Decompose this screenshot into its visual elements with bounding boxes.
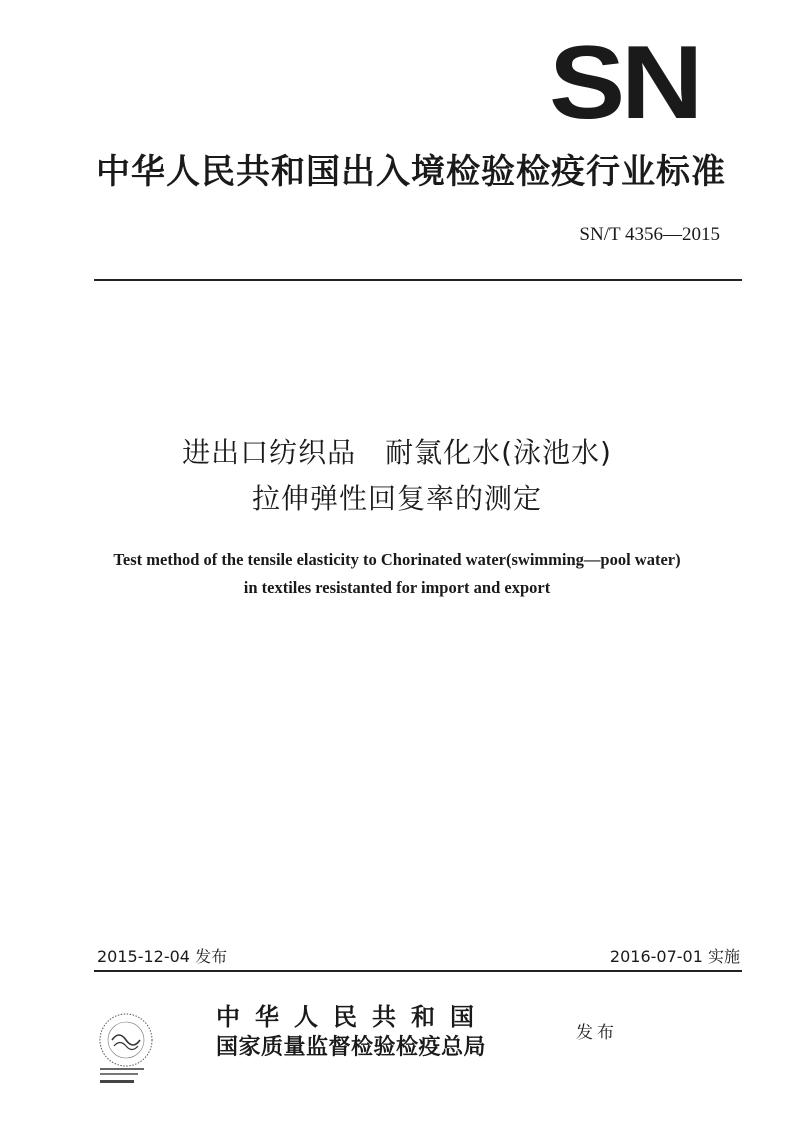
english-title: [0, 546, 794, 602]
standard-number: SN/T 4356—2015: [579, 224, 720, 245]
header-divider: [94, 279, 742, 281]
issue-date: 2015-12-04 发布: [97, 947, 228, 966]
footer-divider: [94, 970, 742, 972]
logo-text: SN: [549, 38, 699, 124]
issuer-agency: 国家质量监督检验检疫总局: [216, 1034, 487, 1060]
issuing-authority: [216, 1002, 489, 1062]
implementation-date: 2016-07-01 实施: [609, 947, 740, 966]
sn-logo: [548, 38, 700, 124]
anti-counterfeit-seal-icon: [92, 1006, 182, 1096]
chinese-title-line-1: 进出口纺织品 耐氯化水(泳池水): [182, 436, 612, 469]
standard-category-title: 中华人民共和国出入境检验检疫行业标准: [96, 152, 726, 192]
issue-verb: 发布: [576, 1023, 618, 1043]
chinese-title: [0, 430, 794, 522]
issuer-country: 中华人民共和国: [216, 1002, 489, 1031]
english-title-line-1: Test method of the tensile elasticity to Chorinated water(swimming—pool water): [113, 550, 681, 569]
english-title-line-2: in textiles resistanted for import and export: [243, 578, 551, 597]
chinese-title-line-2: 拉伸弹性回复率的测定: [251, 482, 542, 515]
